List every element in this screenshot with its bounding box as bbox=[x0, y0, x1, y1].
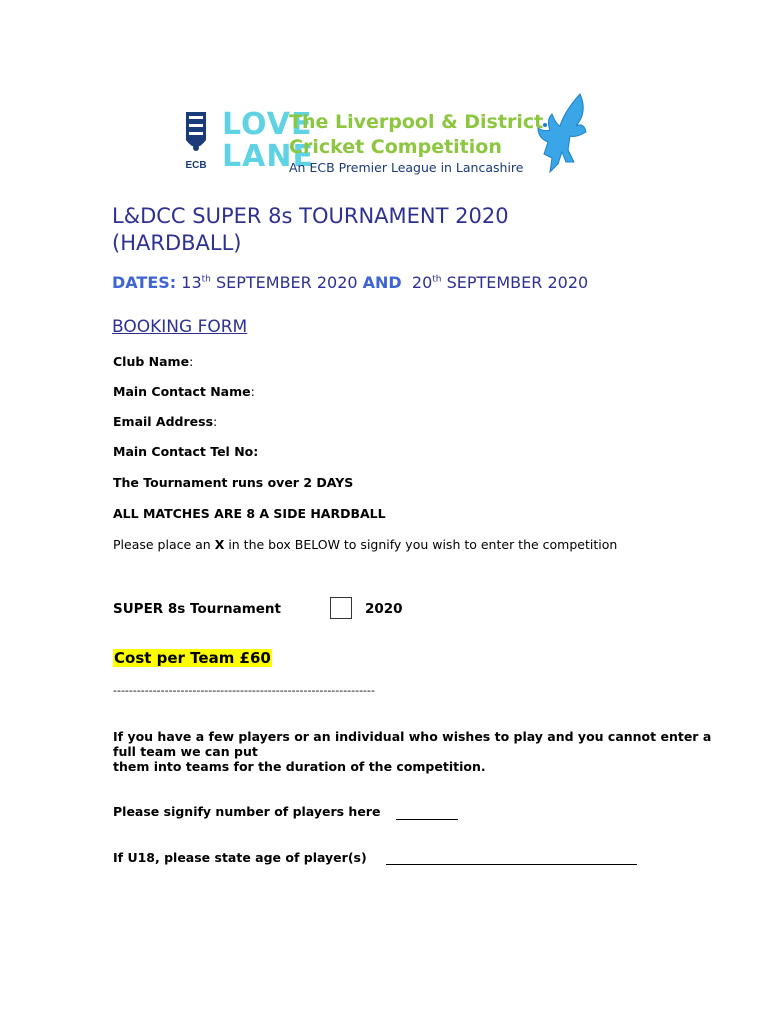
dates-label: DATES: bbox=[112, 273, 177, 292]
tel-label: Main Contact Tel No: bbox=[113, 444, 259, 459]
year-label: 2020 bbox=[365, 601, 403, 617]
competition-title: The Liverpool & District Cricket Competition bbox=[289, 111, 544, 158]
dates-line: DATES: 13th SEPTEMBER 2020 AND 20th SEPTEMBER 2020 bbox=[112, 273, 589, 292]
instruction-text: Please place an X in the box BELOW to signify you wish to enter the competition bbox=[113, 537, 618, 552]
runs-over-text: The Tournament runs over 2 DAYS bbox=[113, 475, 354, 490]
signify-players-label: Please signify number of players here bbox=[113, 804, 381, 819]
club-name-label: Club Name: bbox=[113, 354, 194, 369]
competition-subtitle: An ECB Premier League in Lancashire bbox=[289, 160, 524, 175]
love-lane-word: LOVE bbox=[222, 107, 313, 142]
liverbird-icon bbox=[530, 92, 592, 176]
main-contact-label: Main Contact Name: bbox=[113, 384, 255, 399]
cost-text: Cost per Team £60 bbox=[114, 649, 271, 667]
ecb-logo-icon bbox=[180, 110, 212, 174]
players-count-field[interactable] bbox=[396, 819, 458, 820]
email-label: Email Address: bbox=[113, 414, 218, 429]
dashed-divider: ------------------------------------------------------------------ bbox=[113, 684, 375, 697]
entry-checkbox[interactable] bbox=[330, 597, 352, 619]
love-lane-word: LANE bbox=[222, 139, 314, 174]
u18-age-field[interactable] bbox=[386, 864, 637, 865]
super8-label: SUPER 8s Tournament bbox=[113, 601, 281, 617]
u18-age-label: If U18, please state age of player(s) bbox=[113, 850, 367, 865]
document-title: L&DCC SUPER 8s TOURNAMENT 2020 (HARDBALL) bbox=[112, 204, 509, 255]
all-matches-text: ALL MATCHES ARE 8 A SIDE HARDBALL bbox=[113, 506, 386, 521]
and-label: AND bbox=[362, 273, 402, 292]
booking-form-heading: BOOKING FORM bbox=[112, 317, 248, 337]
svg-text:ECB: ECB bbox=[185, 160, 207, 171]
players-paragraph: If you have a few players or an individual who wishes to play and you cannot enter a full team we can put them into teams for the duration of the competition. bbox=[113, 729, 712, 774]
